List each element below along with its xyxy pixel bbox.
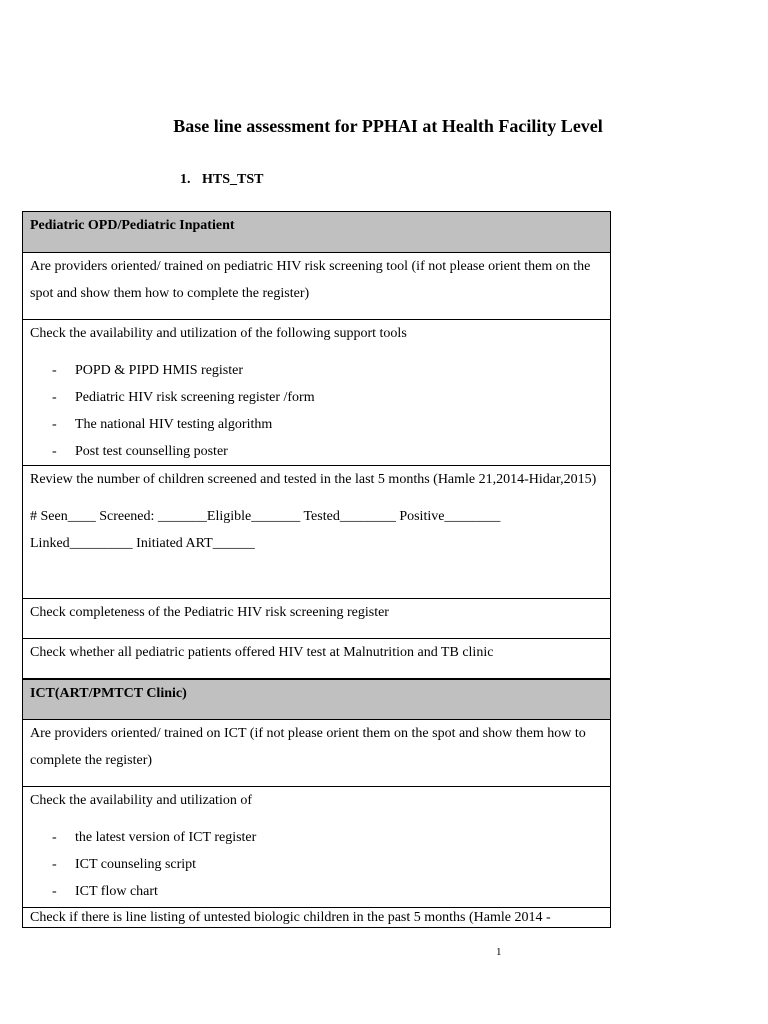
table-row xyxy=(23,320,611,466)
pediatric-question-tools xyxy=(23,320,611,466)
ict-question-training: Are providers oriented/ trained on ICT (if not please orient them on the spot and show them how to complete the register) xyxy=(23,720,611,787)
ict-tools-list xyxy=(30,824,604,905)
table-row xyxy=(23,720,611,787)
assessment-table xyxy=(22,211,611,928)
list-item-text: The national HIV testing algorithm xyxy=(75,417,273,432)
list-item-text: Pediatric HIV risk screening register /form xyxy=(75,390,315,405)
pediatric-question-completeness: Check completeness of the Pediatric HIV risk screening register xyxy=(23,599,611,639)
list-item-text: ICT counseling script xyxy=(75,857,197,872)
pediatric-heading: Pediatric OPD/Pediatric Inpatient xyxy=(23,212,611,253)
section-heading xyxy=(180,172,263,188)
dash-bullet: - xyxy=(52,417,57,432)
table-row xyxy=(23,639,611,680)
ict-question-line-listing: Check if there is line listing of untested biologic children in the past 5 months (Hamle 2014 - xyxy=(23,908,611,928)
ict-question-tools xyxy=(23,787,611,908)
pediatric-question-review xyxy=(23,466,611,599)
dash-bullet: - xyxy=(52,363,57,378)
list-item xyxy=(30,357,604,384)
list-item xyxy=(30,878,604,905)
table-row xyxy=(23,908,611,928)
dash-bullet: - xyxy=(52,857,57,872)
pediatric-review-fields-line1: # Seen____ Screened: _______Eligible_______ Tested________ Positive________ xyxy=(30,509,501,524)
pediatric-tools-prompt: Check the availability and utilization of the following support tools xyxy=(30,326,407,341)
page-number: 1 xyxy=(496,946,502,958)
dash-bullet: - xyxy=(52,444,57,459)
pediatric-tools-list xyxy=(30,357,604,465)
list-item xyxy=(30,824,604,851)
list-item-text: ICT flow chart xyxy=(75,884,158,899)
dash-bullet: - xyxy=(52,830,57,845)
ict-tools-prompt: Check the availability and utilization of xyxy=(30,793,252,808)
document-title xyxy=(0,116,768,137)
list-item-text: Post test counselling poster xyxy=(75,444,228,459)
section-number: 1. xyxy=(180,172,191,187)
pediatric-review-prompt: Review the number of children screened and tested in the last 5 months (Hamle 21,2014-Hidar,2015) xyxy=(30,472,597,487)
list-item xyxy=(30,384,604,411)
list-item xyxy=(30,411,604,438)
list-item-text: the latest version of ICT register xyxy=(75,830,257,845)
list-item-text: POPD & PIPD HMIS register xyxy=(75,363,244,378)
dash-bullet: - xyxy=(52,884,57,899)
pediatric-question-hiv-test: Check whether all pediatric patients offered HIV test at Malnutrition and TB clinic xyxy=(23,639,611,680)
dash-bullet: - xyxy=(52,390,57,405)
table-row xyxy=(23,787,611,908)
table-row xyxy=(23,599,611,639)
pediatric-question-training: Are providers oriented/ trained on pediatric HIV risk screening tool (if not please orient them on the spot and show them how to complete the register) xyxy=(23,253,611,320)
ict-heading: ICT(ART/PMTCT Clinic) xyxy=(23,679,611,720)
section-label: HTS_TST xyxy=(202,172,264,187)
pediatric-review-fields-line2: Linked_________ Initiated ART______ xyxy=(30,536,255,551)
table-row xyxy=(23,253,611,320)
table-header-row xyxy=(23,679,611,720)
table-header-row xyxy=(23,212,611,253)
table-row xyxy=(23,466,611,599)
list-item xyxy=(30,438,604,465)
list-item xyxy=(30,851,604,878)
document-title-text: Base line assessment for PPHAI at Health Facility Level xyxy=(173,116,603,136)
